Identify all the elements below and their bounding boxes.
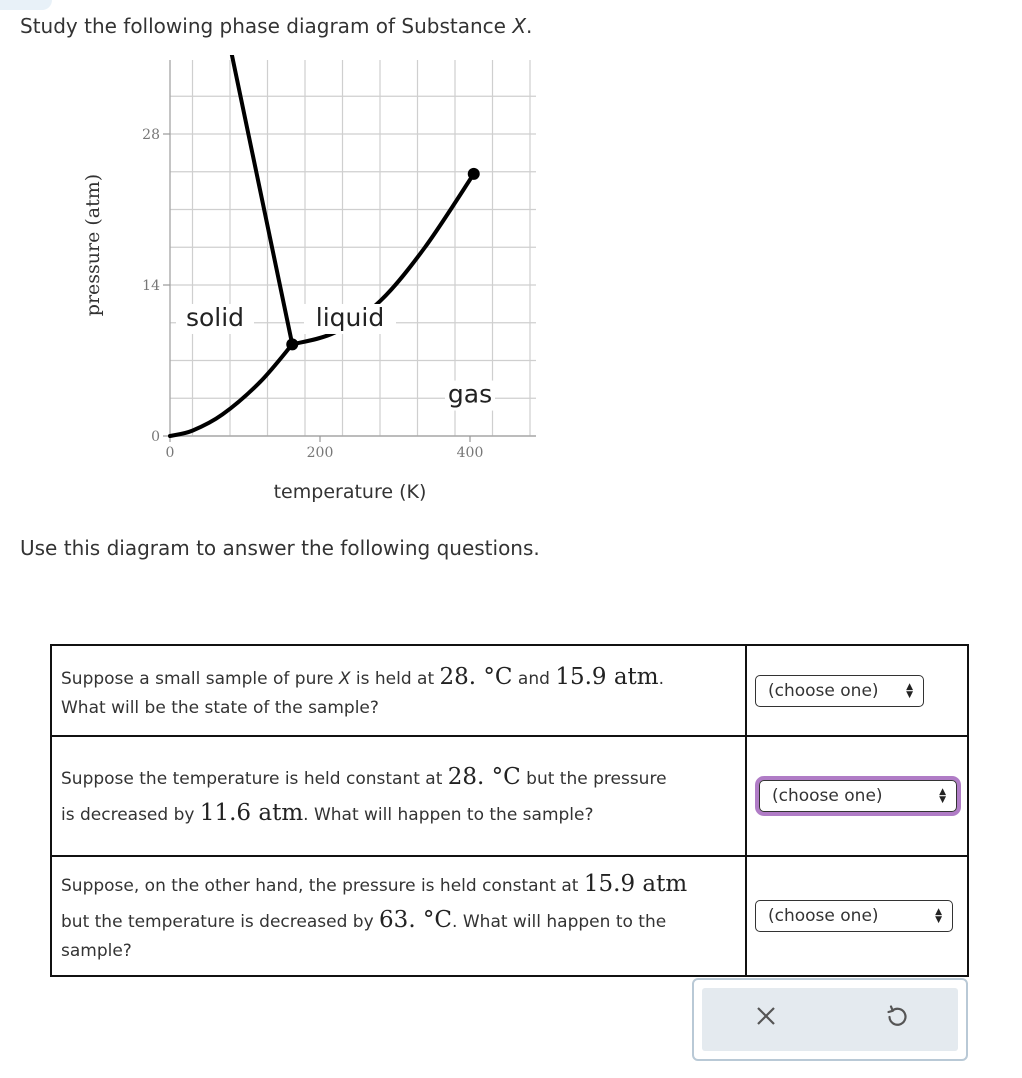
select-arrows-icon: ▲ ▼	[906, 681, 913, 700]
instruction-text: Use this diagram to answer the following questions.	[20, 536, 540, 560]
melting-curve	[232, 55, 293, 344]
select-arrows-icon: ▲ ▼	[935, 907, 942, 925]
region-label-solid: solid	[185, 302, 245, 332]
answer-cell-3	[746, 856, 968, 976]
select-focus-ring	[755, 776, 961, 816]
clear-button[interactable]	[746, 996, 786, 1036]
answer-cell-1	[746, 645, 968, 736]
question-1-text: Suppose a small sample of pure X is held at 28. °C and 15.9 atm. What will be the state of the sample?	[51, 645, 746, 736]
corner-tab	[0, 0, 52, 10]
temperature-value: 28. °C	[439, 663, 513, 690]
triple-point	[286, 338, 298, 350]
y-tick-label: 0	[151, 429, 160, 445]
state-select[interactable]: (choose one) ▲ ▼	[755, 675, 924, 707]
x-tick-label: 0	[165, 445, 175, 461]
prompt	[20, 14, 532, 38]
x-tick-label: 400	[456, 445, 484, 461]
region-label-liquid: liquid	[315, 302, 385, 332]
question-2-text: Suppose the temperature is held constant at 28. °C but the pressure is decreased by 11.6 atm. What will happen to the sample?	[51, 736, 746, 856]
prompt-period: .	[526, 14, 533, 38]
question-row-3	[51, 856, 968, 976]
pressure-change-select[interactable]: (choose one) ▲ ▼	[759, 780, 957, 812]
x-icon	[755, 1005, 777, 1027]
questions-table	[50, 644, 969, 977]
prompt-text: Study the following phase diagram of Substance	[20, 14, 513, 38]
y-tick-label: 28	[142, 127, 160, 143]
question-3-text: Suppose, on the other hand, the pressure is held constant at 15.9 atm but the temperature is decreased by 63. °C. What will happen to the sample?	[51, 856, 746, 976]
action-panel	[692, 978, 968, 1061]
action-panel-inner	[702, 988, 958, 1051]
region-label-gas: gas	[447, 379, 493, 409]
undo-icon	[885, 1004, 909, 1028]
prompt-substance: X	[512, 14, 527, 38]
select-arrows-icon: ▲ ▼	[939, 787, 946, 805]
temperature-change-select[interactable]: (choose one) ▲ ▼	[755, 900, 953, 932]
phase-diagram	[70, 55, 550, 515]
x-tick-label: 200	[306, 445, 334, 461]
question-row-1	[51, 645, 968, 736]
y-axis-label: pressure (atm)	[82, 173, 104, 317]
question-row-2	[51, 736, 968, 856]
pressure-value: 15.9 atm	[555, 663, 659, 690]
undo-button[interactable]	[877, 996, 917, 1036]
critical-point	[468, 168, 480, 180]
x-axis-label: temperature (K)	[273, 481, 427, 503]
answer-cell-2	[746, 736, 968, 856]
y-tick-label: 14	[142, 278, 160, 294]
sublimation-curve	[170, 344, 292, 436]
